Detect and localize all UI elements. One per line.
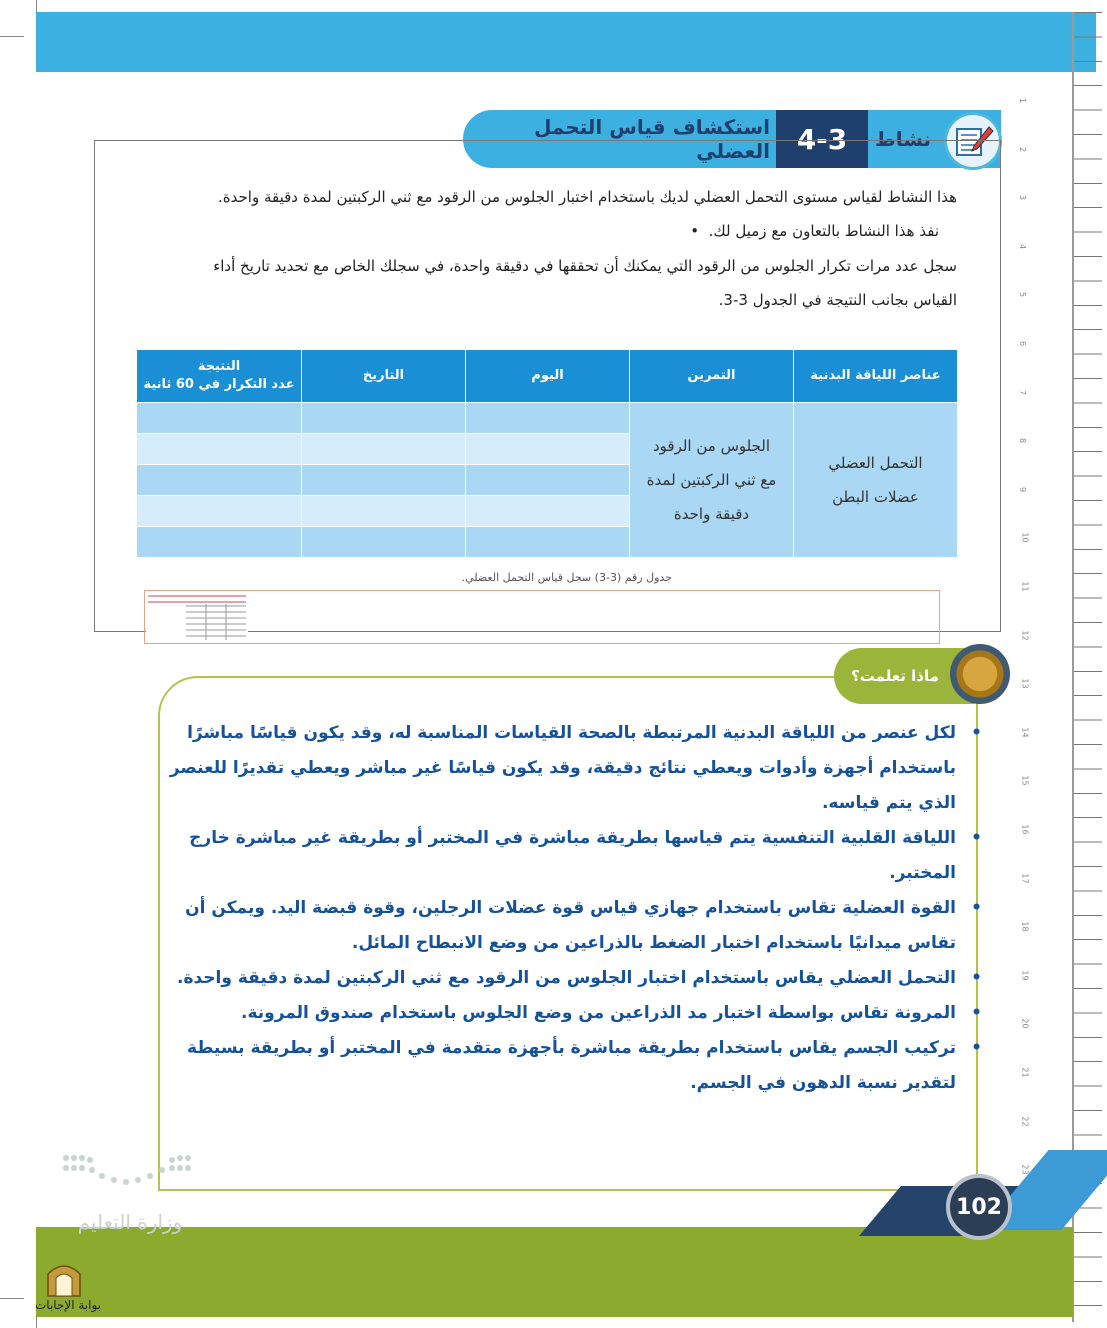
ruler-number: 11	[1020, 581, 1030, 592]
day-cell[interactable]	[466, 527, 630, 558]
header-result-line: عدد التكرار في 60 ثانية	[143, 377, 295, 392]
site-watermark: بوابة الإجابات	[34, 1298, 101, 1312]
ruler-number: 14	[1020, 727, 1030, 738]
ruler-number: 22	[1020, 1116, 1030, 1127]
learned-tab-label: ماذا تعلمت؟	[851, 667, 939, 685]
element-cell	[794, 403, 958, 558]
answer-thumbnail-box[interactable]	[144, 590, 940, 644]
day-cell[interactable]	[466, 465, 630, 496]
ruler-number: 20	[1020, 1018, 1030, 1029]
crop-mark	[0, 36, 24, 37]
ruler-number: 17	[1020, 873, 1030, 884]
ruler-number: 12	[1020, 630, 1030, 641]
intro-bullet: نفذ هذا النشاط بالتعاون مع زميل لك. •	[690, 222, 939, 240]
list-item: • المرونة تقاس بواسطة اختبار مد الذراعين من وضع الجلوس باستخدام صندوق المرونة.	[168, 996, 956, 1031]
ruler-number: 5	[1018, 292, 1028, 298]
result-cell[interactable]	[137, 403, 302, 434]
intro-bullet-text: نفذ هذا النشاط بالتعاون مع زميل لك.	[708, 222, 939, 240]
header-result	[137, 350, 302, 403]
exercise-cell	[630, 403, 794, 558]
intro-line: سجل عدد مرات تكرار الجلوس من الرقود التي يمكنك أن تحققها في دقيقة واحدة، في سجلك الخاص مع تحديد تاريخ أداء	[213, 257, 957, 275]
ruler-number: 4	[1018, 243, 1028, 249]
header-day: اليوم	[466, 350, 630, 403]
ruler-number: 23	[1020, 1164, 1030, 1175]
ruler-number: 2	[1018, 146, 1028, 152]
element-value: التحمل العضلي	[828, 454, 923, 472]
ruler-number: 1	[1018, 97, 1028, 104]
date-cell[interactable]	[302, 403, 466, 434]
ruler-number: 3	[1018, 195, 1028, 201]
page-ruler	[1074, 12, 1102, 1322]
list-item: • تركيب الجسم يقاس باستخدام بطريقة مباشرة بأجهزة متقدمة في المختبر أو بطريقة بسيطة لتقدير نسبة الدهون في الجسم.	[168, 1031, 956, 1101]
element-value: عضلات البطن	[832, 488, 919, 506]
footer-band	[36, 1227, 1073, 1317]
result-cell[interactable]	[137, 465, 302, 496]
ruler-number: 6	[1018, 340, 1028, 347]
list-item: • القوة العضلية تقاس باستخدام جهازي قياس قوة عضلات الرجلين، وقوة قبضة اليد. ويمكن أن تقاس ميدانيًا باستخدام اختبار الضغط بالذراعين من وضع الانبطاح المائل.	[168, 891, 956, 961]
intro-line: القياس بجانب النتيجة في الجدول 3-3.	[718, 291, 957, 309]
ruler-number: 8	[1018, 438, 1028, 444]
list-item: • لكل عنصر من اللياقة البدنية المرتبطة بالصحة القياسات المناسبة له، وقد يكون قياسًا مباشرًا باستخدام أجهزة وأدوات ويعطي نتائج دقيقة، وقد يكون قياسًا غير مباشر ويعطي تقديرًا للعنصر الذي يتم قياسه.	[168, 716, 956, 821]
activity-label: نشاط	[874, 127, 932, 151]
top-color-bar	[36, 12, 1096, 72]
exercise-value: الجلوس من الرقود	[652, 437, 771, 455]
header-exercise: التمرين	[630, 350, 794, 403]
ruler-number: 21	[1020, 1067, 1030, 1078]
result-cell[interactable]	[137, 527, 302, 558]
ruler-number: 13	[1020, 678, 1030, 689]
ruler-number: 7	[1018, 389, 1028, 395]
activity-number: 4-3	[796, 122, 848, 156]
day-cell[interactable]	[466, 496, 630, 527]
header-element: عناصر اللياقة البدنية	[794, 350, 958, 403]
ministry-logo-icon	[62, 1154, 196, 1194]
header-result-line: النتيجة	[197, 359, 241, 374]
date-cell[interactable]	[302, 496, 466, 527]
ruler-number: 9	[1018, 486, 1028, 492]
exercise-value: مع ثني الركبتين لمدة	[646, 471, 777, 489]
day-cell[interactable]	[466, 403, 630, 434]
answer-thumbnail-image	[146, 592, 248, 642]
fitness-record-table	[136, 349, 958, 558]
day-cell[interactable]	[466, 434, 630, 465]
gate-logo-icon	[44, 1258, 84, 1298]
table-row	[137, 403, 958, 434]
ruler-number: 10	[1020, 532, 1030, 543]
date-cell[interactable]	[302, 527, 466, 558]
ruler-number: 18	[1020, 921, 1030, 932]
list-item: • اللياقة القلبية التنفسية يتم قياسها بطريقة مباشرة في المختبر أو بطريقة غير مباشرة خارج المختبر.	[168, 821, 956, 891]
ministry-watermark: وزارة التعليم	[77, 1210, 183, 1234]
intro-line: هذا النشاط لقياس مستوى التحمل العضلي لديك باستخدام اختبار الجلوس من الرقود مع ثني الركبتين لمدة دقيقة واحدة.	[218, 188, 957, 206]
crop-mark	[0, 1298, 24, 1299]
page-number: 102	[946, 1174, 1012, 1240]
header-date: التاريخ	[302, 350, 466, 403]
table-caption: جدول رقم (3-3) سجل قياس التحمل العضلي.	[461, 571, 672, 584]
date-cell[interactable]	[302, 434, 466, 465]
learned-list	[168, 716, 984, 1101]
exercise-value: دقيقة واحدة	[673, 505, 750, 523]
table-header-row	[137, 350, 958, 403]
date-cell[interactable]	[302, 465, 466, 496]
medal-icon	[950, 644, 1010, 704]
ruler-number: 19	[1020, 970, 1030, 981]
result-cell[interactable]	[137, 496, 302, 527]
result-cell[interactable]	[137, 434, 302, 465]
ruler-number: 15	[1020, 775, 1030, 786]
activity-title: استكشاف قياس التحمل العضلي	[534, 115, 770, 163]
ruler-number: 16	[1020, 824, 1030, 835]
list-item: • التحمل العضلي يقاس باستخدام اختبار الجلوس من الرقود مع ثني الركبتين لمدة دقيقة واحدة.	[168, 961, 956, 996]
